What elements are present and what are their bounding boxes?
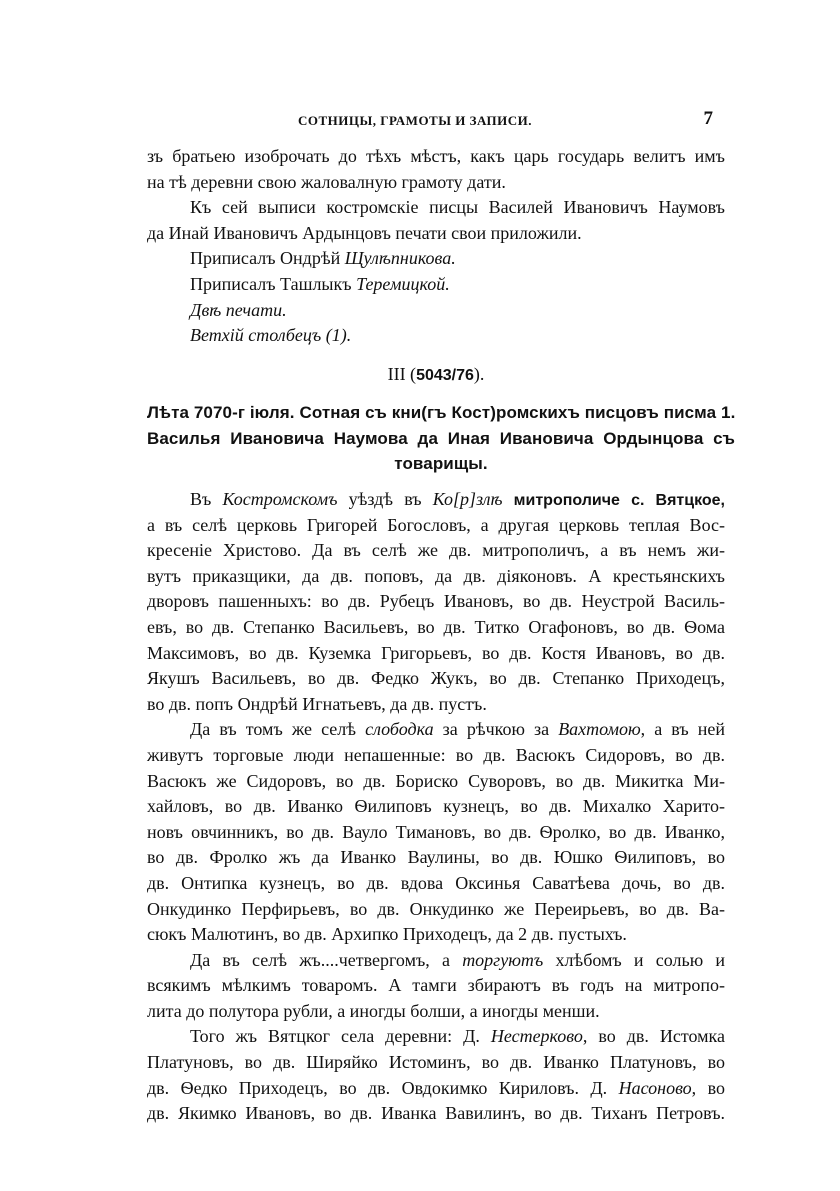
preceding-document-ending (147, 144, 725, 349)
text-line (147, 743, 725, 769)
bold-text: митрополиче с. Вятцкое, (513, 492, 725, 509)
text-segment: евъ, во дв. Степанко Васильевъ, во дв. Титко Огафоновъ, во дв. Ѳома (147, 616, 725, 637)
page-number: 7 (703, 108, 713, 129)
text-segment: Платуновъ, во дв. Ширяйко Истоминъ, во дв. Иванко Платуновъ, во (147, 1052, 725, 1073)
document-body (147, 487, 725, 1127)
text-segment: живутъ торговые люди непашенные: во дв. Васюкъ Сидоровъ, во дв. (147, 744, 725, 765)
text-segment: лита до полутора рубли, а иногды болши, а иногды менши. (147, 1000, 600, 1021)
text-line (147, 999, 725, 1025)
text-line (147, 692, 725, 718)
text-line (147, 845, 725, 871)
text-segment (503, 489, 514, 509)
text-segment: во дв. Фролко жъ да Иванко Ваулины, во дв. Юшко Ѳилиповъ, во (147, 847, 725, 868)
text-line (147, 1076, 725, 1102)
text-segment: Васюкъ же Сидоровъ, во дв. Бориско Суворовъ, во дв. Микитка Ми- (147, 770, 725, 791)
italic-text: Теремицкой. (356, 273, 450, 294)
text-line (147, 513, 725, 539)
text-segment: уѣздѣ въ (337, 489, 433, 509)
text-line (147, 948, 725, 974)
document-number (147, 364, 725, 385)
text-line (147, 564, 725, 590)
running-head-title: СОТНИЦЫ, ГРАМОТЫ И ЗАПИСИ. (297, 113, 533, 128)
text-segment: Да въ томъ же селѣ (190, 719, 366, 740)
italic-text: Ко[р]злѣ (432, 489, 503, 509)
text-segment: зъ братьею изоброчать до тѣхъ мѣстъ, какъ царь государь велитъ имъ (147, 146, 725, 166)
archive-number: 5043/76 (416, 367, 474, 384)
text-segment: а въ селѣ церковь Григорей Богословъ, а другая церковь теплая Вос- (147, 514, 725, 535)
text-line (147, 820, 725, 846)
text-line (147, 221, 725, 247)
text-segment: хлѣбомъ и солью и (543, 949, 725, 970)
text-segment: Къ сей выписи костромскіе писцы Василей Ивановичъ Наумовъ (190, 197, 725, 218)
section-roman: III ( (387, 364, 417, 384)
italic-text: Вахтомою (558, 719, 641, 740)
italic-text: Двѣ печати. (190, 299, 287, 320)
text-segment: , а въ ней (640, 719, 725, 740)
text-segment: кресеніе Христово. Да въ селѣ же дв. митрополичъ, а въ немъ жи- (147, 540, 725, 561)
text-line (147, 973, 725, 999)
text-line (147, 538, 725, 564)
text-segment: всякимъ мѣлкимъ товаромъ. А тамги збираютъ въ годъ на митропо- (147, 975, 725, 996)
text-line (147, 1050, 725, 1076)
heading-line: Лѣта 7070-г іюля. Сотная съ кни(гъ Кост)ромскихъ писцовъ писма 1. (147, 403, 736, 422)
text-segment: , во дв. Истомка (582, 1026, 725, 1047)
text-line (147, 487, 725, 513)
text-line (147, 922, 725, 948)
text-segment: во дв. попъ Ондрѣй Игнатьевъ, да дв. пустъ. (147, 693, 487, 714)
text-segment: Приписалъ Ондрѣй (190, 248, 345, 269)
text-line (147, 666, 725, 692)
italic-text: Нестерково (490, 1026, 583, 1047)
text-line (147, 769, 725, 795)
text-line (147, 615, 725, 641)
text-line (147, 1024, 725, 1050)
heading-line: Василья Ивановича Наумова да Иная Ивановича Ордынцова съ (147, 428, 735, 448)
text-segment: сюкъ Малютинъ, во дв. Архипко Приходецъ, да 2 дв. пустыхъ. (147, 924, 627, 945)
text-segment: Приписалъ Ташлыкъ (190, 273, 357, 294)
text-line (147, 170, 725, 196)
section-close: ). (473, 364, 485, 384)
italic-text: Ветхій столбецъ (1). (190, 325, 352, 346)
text-segment: дв. Онтипка кузнецъ, во дв. вдова Оксинья Саватѣева дочь, во дв. (147, 872, 725, 893)
text-line (147, 272, 725, 298)
italic-text: торгуютъ (462, 949, 544, 970)
text-segment: дв. Ѳедко Приходецъ, во дв. Овдокимко Кириловъ. Д. (147, 1077, 619, 1098)
text-segment: Того жъ Вятцког села деревни: Д. (190, 1026, 491, 1047)
text-segment: да Инай Ивановичъ Ардынцовъ печати свои приложили. (147, 222, 582, 243)
text-segment: Максимовъ, во дв. Куземка Григорьевъ, во дв. Костя Ивановъ, во дв. (147, 642, 725, 663)
text-segment: дв. Якимко Ивановъ, во дв. Иванка Вавилинъ, во дв. Тиханъ Петровъ. (147, 1103, 725, 1124)
text-segment: за рѣчкою за (433, 719, 559, 740)
text-line (147, 298, 725, 324)
text-line (147, 717, 725, 743)
italic-text: Щулѣпникова. (344, 248, 456, 269)
italic-text: Насоново (618, 1077, 692, 1098)
text-line (147, 589, 725, 615)
heading-line: товарищы. (394, 454, 488, 474)
text-segment: дворовъ пашенныхъ: во дв. Рубецъ Ивановъ, во дв. Неустрой Василь- (147, 591, 725, 612)
document-heading (147, 400, 735, 477)
text-line (147, 1101, 725, 1127)
text-segment: Да въ селѣ жъ....четвергомъ, а (190, 949, 463, 970)
italic-text: Костромскомъ (222, 489, 338, 509)
italic-text: слободка (365, 719, 434, 740)
text-segment: Якушъ Васильевъ, во дв. Федко Жукъ, во дв. Степанко Приходецъ, (147, 668, 725, 689)
text-segment: на тѣ деревни свою жаловалную грамоту дати. (147, 171, 506, 192)
text-line (147, 144, 725, 170)
text-segment: Въ (190, 489, 223, 509)
text-line (147, 794, 725, 820)
text-segment: хайловъ, во дв. Иванко Ѳилиповъ кузнецъ, во дв. Михалко Харито- (147, 796, 725, 817)
text-line (147, 871, 725, 897)
text-line (147, 641, 725, 667)
text-line (147, 323, 725, 349)
running-head (147, 108, 725, 132)
text-segment: новъ овчинникъ, во дв. Вауло Тимановъ, во дв. Ѳролко, во дв. Иванко, (147, 821, 725, 842)
text-segment: вутъ приказщики, да дв. поповъ, да дв. діяконовъ. А крестьянскихъ (147, 565, 725, 586)
text-segment: , во (691, 1077, 725, 1098)
text-line (147, 897, 725, 923)
text-line (147, 195, 725, 221)
text-line (147, 246, 725, 272)
text-segment: Онкудинко Перфирьевъ, во дв. Онкудинко же Переирьевъ, во дв. Ва- (147, 898, 725, 919)
